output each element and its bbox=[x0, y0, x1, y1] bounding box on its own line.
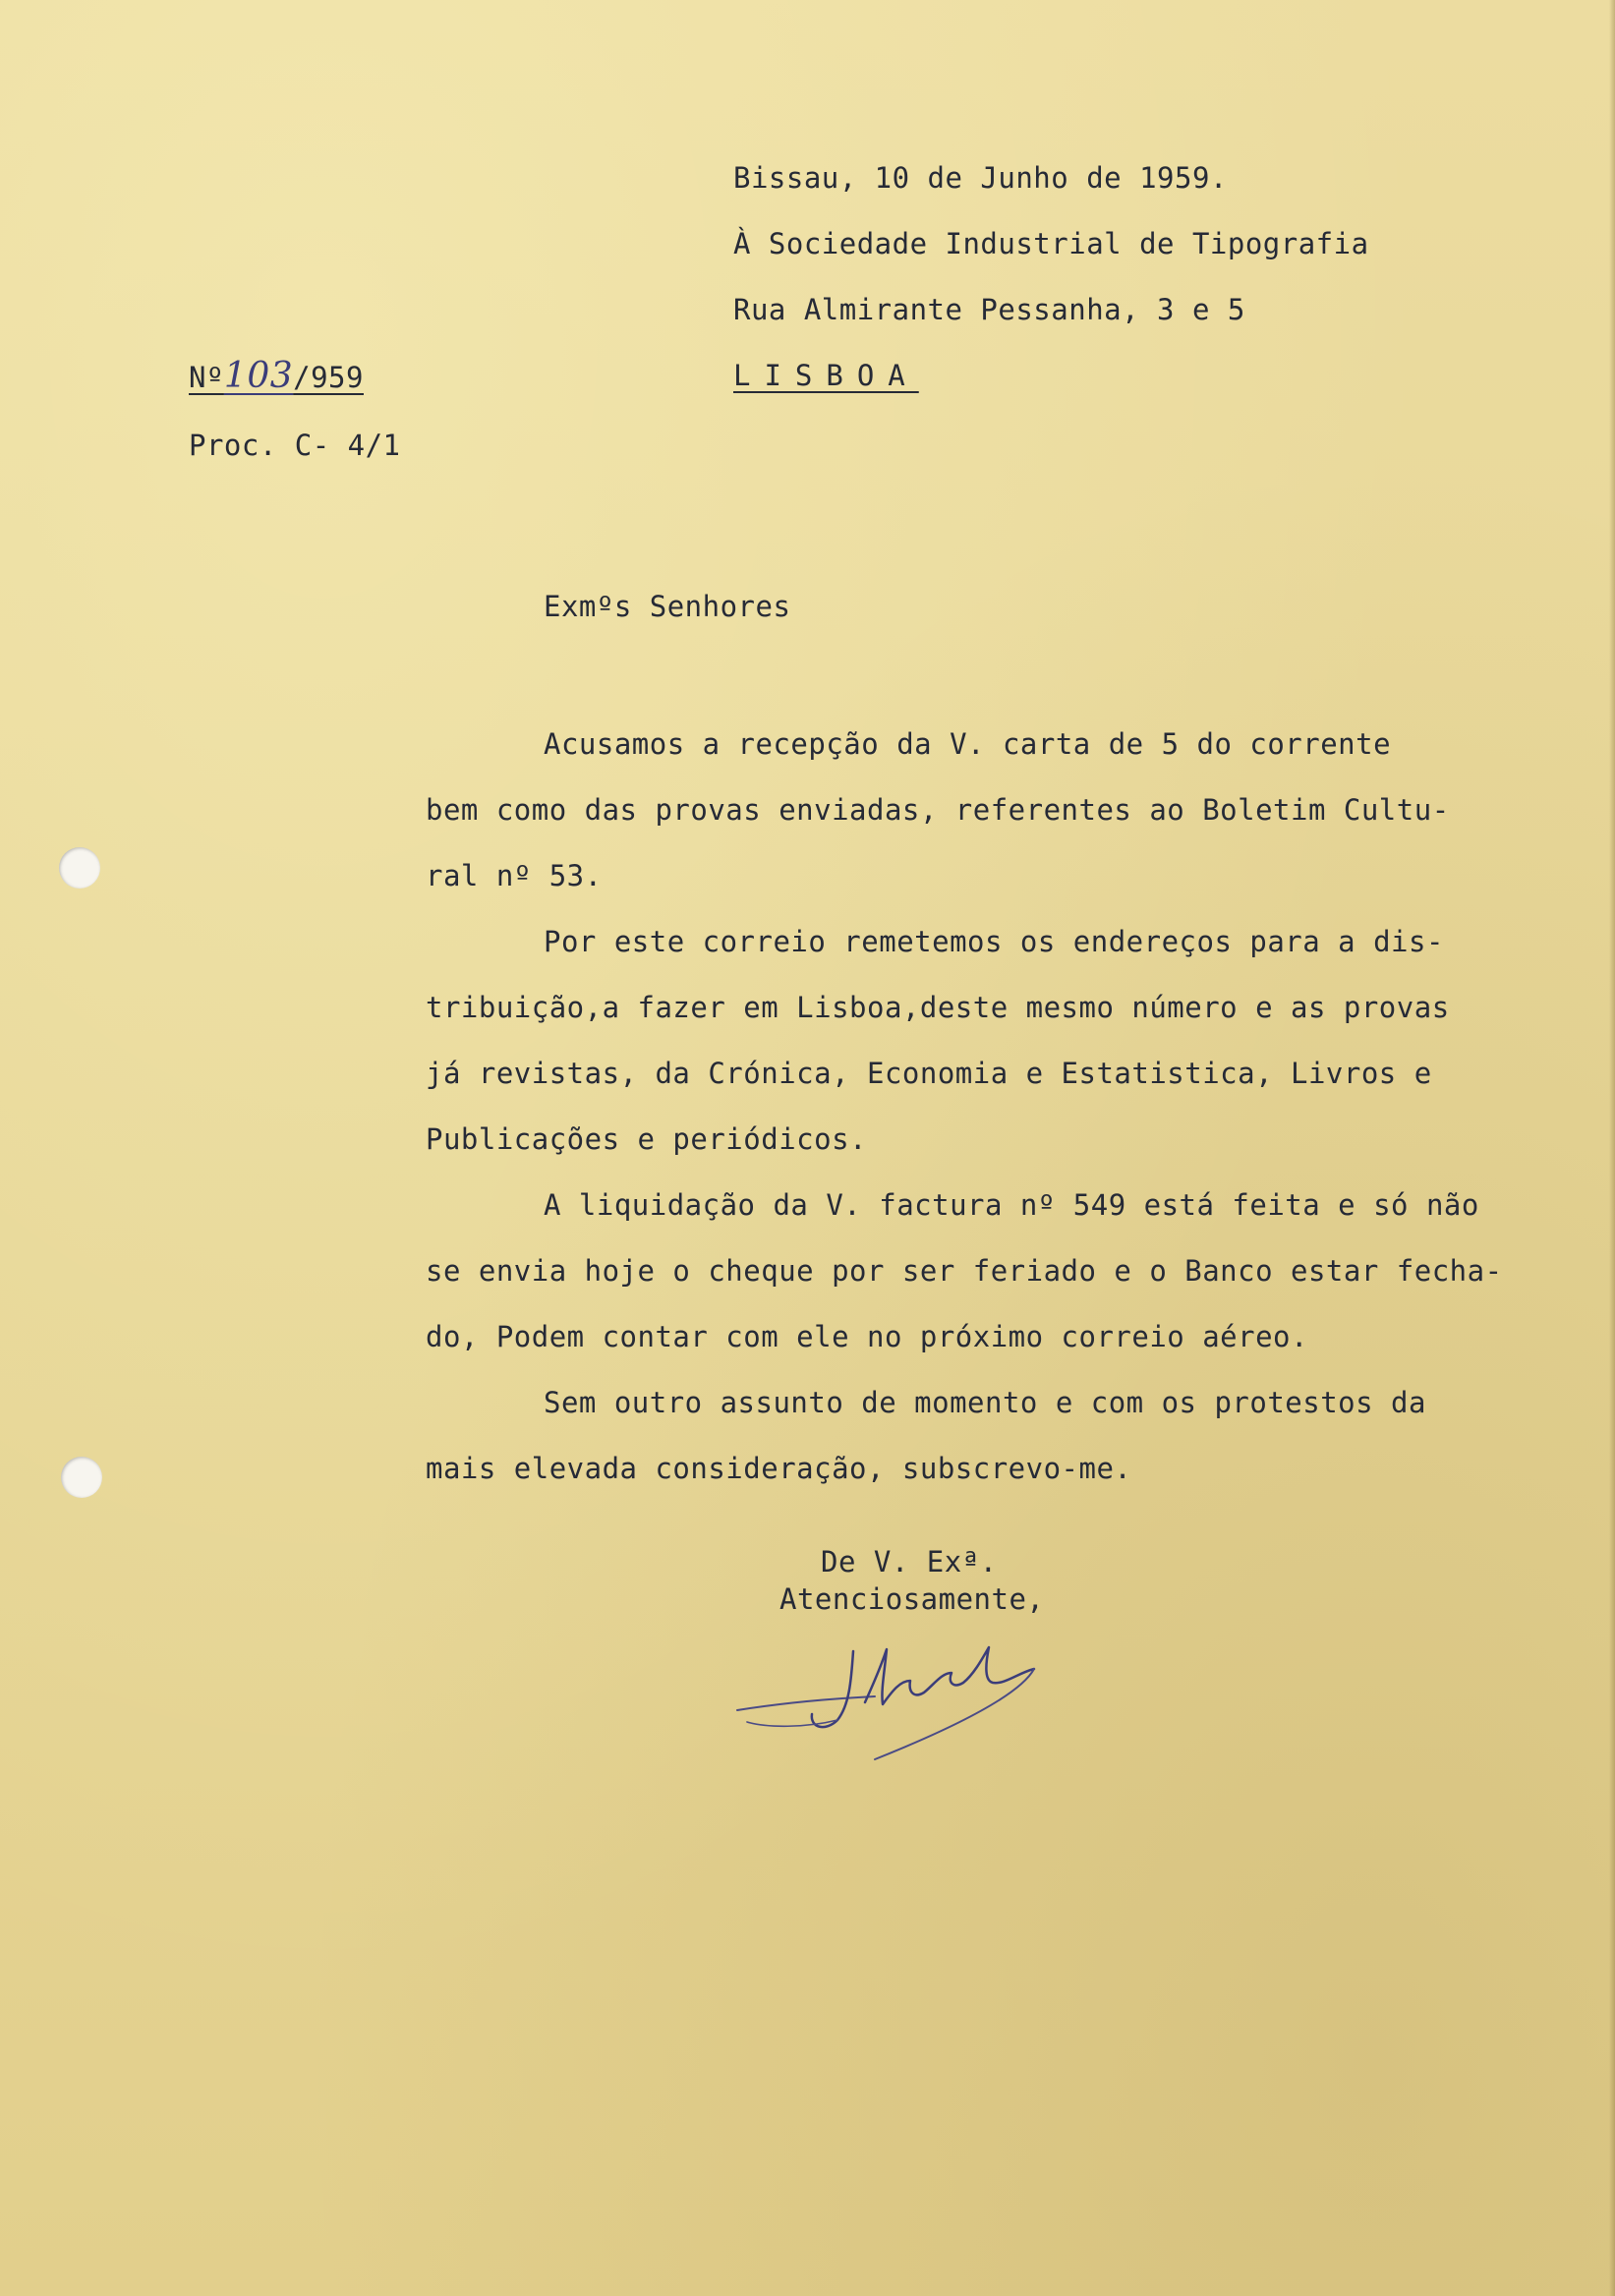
reference-number bbox=[189, 356, 364, 396]
letter-body bbox=[426, 712, 1586, 1502]
body-line: já revistas, da Crónica, Economia e Estatistica, Livros e bbox=[426, 1057, 1432, 1090]
body-line: mais elevada consideração, subscrevo-me. bbox=[426, 1452, 1132, 1485]
body-line: ral nº 53. bbox=[426, 859, 603, 892]
recipient-city: LISBOA bbox=[733, 359, 919, 392]
process-reference: Proc. C- 4/1 bbox=[189, 429, 401, 462]
body-line: tribuição,a fazer em Lisboa,deste mesmo número e as provas bbox=[426, 991, 1450, 1024]
date-line: Bissau, 10 de Junho de 1959. bbox=[733, 161, 1228, 195]
punch-hole-icon bbox=[59, 847, 100, 889]
body-line: se envia hoje o cheque por ser feriado e o Banco estar fecha- bbox=[426, 1254, 1503, 1288]
closing-line-1: De V. Exª. bbox=[821, 1545, 998, 1578]
reference-number-handwritten: 103 bbox=[223, 356, 294, 396]
paper-edge bbox=[1609, 0, 1615, 2296]
body-line: Acusamos a recepção da V. carta de 5 do corrente bbox=[544, 727, 1392, 761]
salutation: Exmºs Senhores bbox=[544, 590, 791, 623]
body-line: Por este correio remetemos os endereços para a dis- bbox=[544, 925, 1444, 958]
recipient-line-1: À Sociedade Industrial de Tipografia bbox=[733, 227, 1369, 260]
handwritten-signature bbox=[727, 1612, 1052, 1769]
reference-number-prefix: Nº bbox=[189, 361, 224, 394]
reference-number-suffix: /959 bbox=[293, 361, 364, 394]
recipient-line-2: Rua Almirante Pessanha, 3 e 5 bbox=[733, 293, 1245, 326]
body-line: do, Podem contar com ele no próximo correio aéreo. bbox=[426, 1320, 1308, 1353]
closing-line-2: Atenciosamente, bbox=[779, 1582, 1045, 1616]
body-line: bem como das provas enviadas, referentes ao Boletim Cultu- bbox=[426, 793, 1450, 827]
body-line: Publicações e periódicos. bbox=[426, 1122, 867, 1156]
punch-hole-icon bbox=[61, 1457, 102, 1498]
body-line: Sem outro assunto de momento e com os protestos da bbox=[544, 1386, 1426, 1419]
body-line: A liquidação da V. factura nº 549 está feita e só não bbox=[544, 1188, 1479, 1222]
